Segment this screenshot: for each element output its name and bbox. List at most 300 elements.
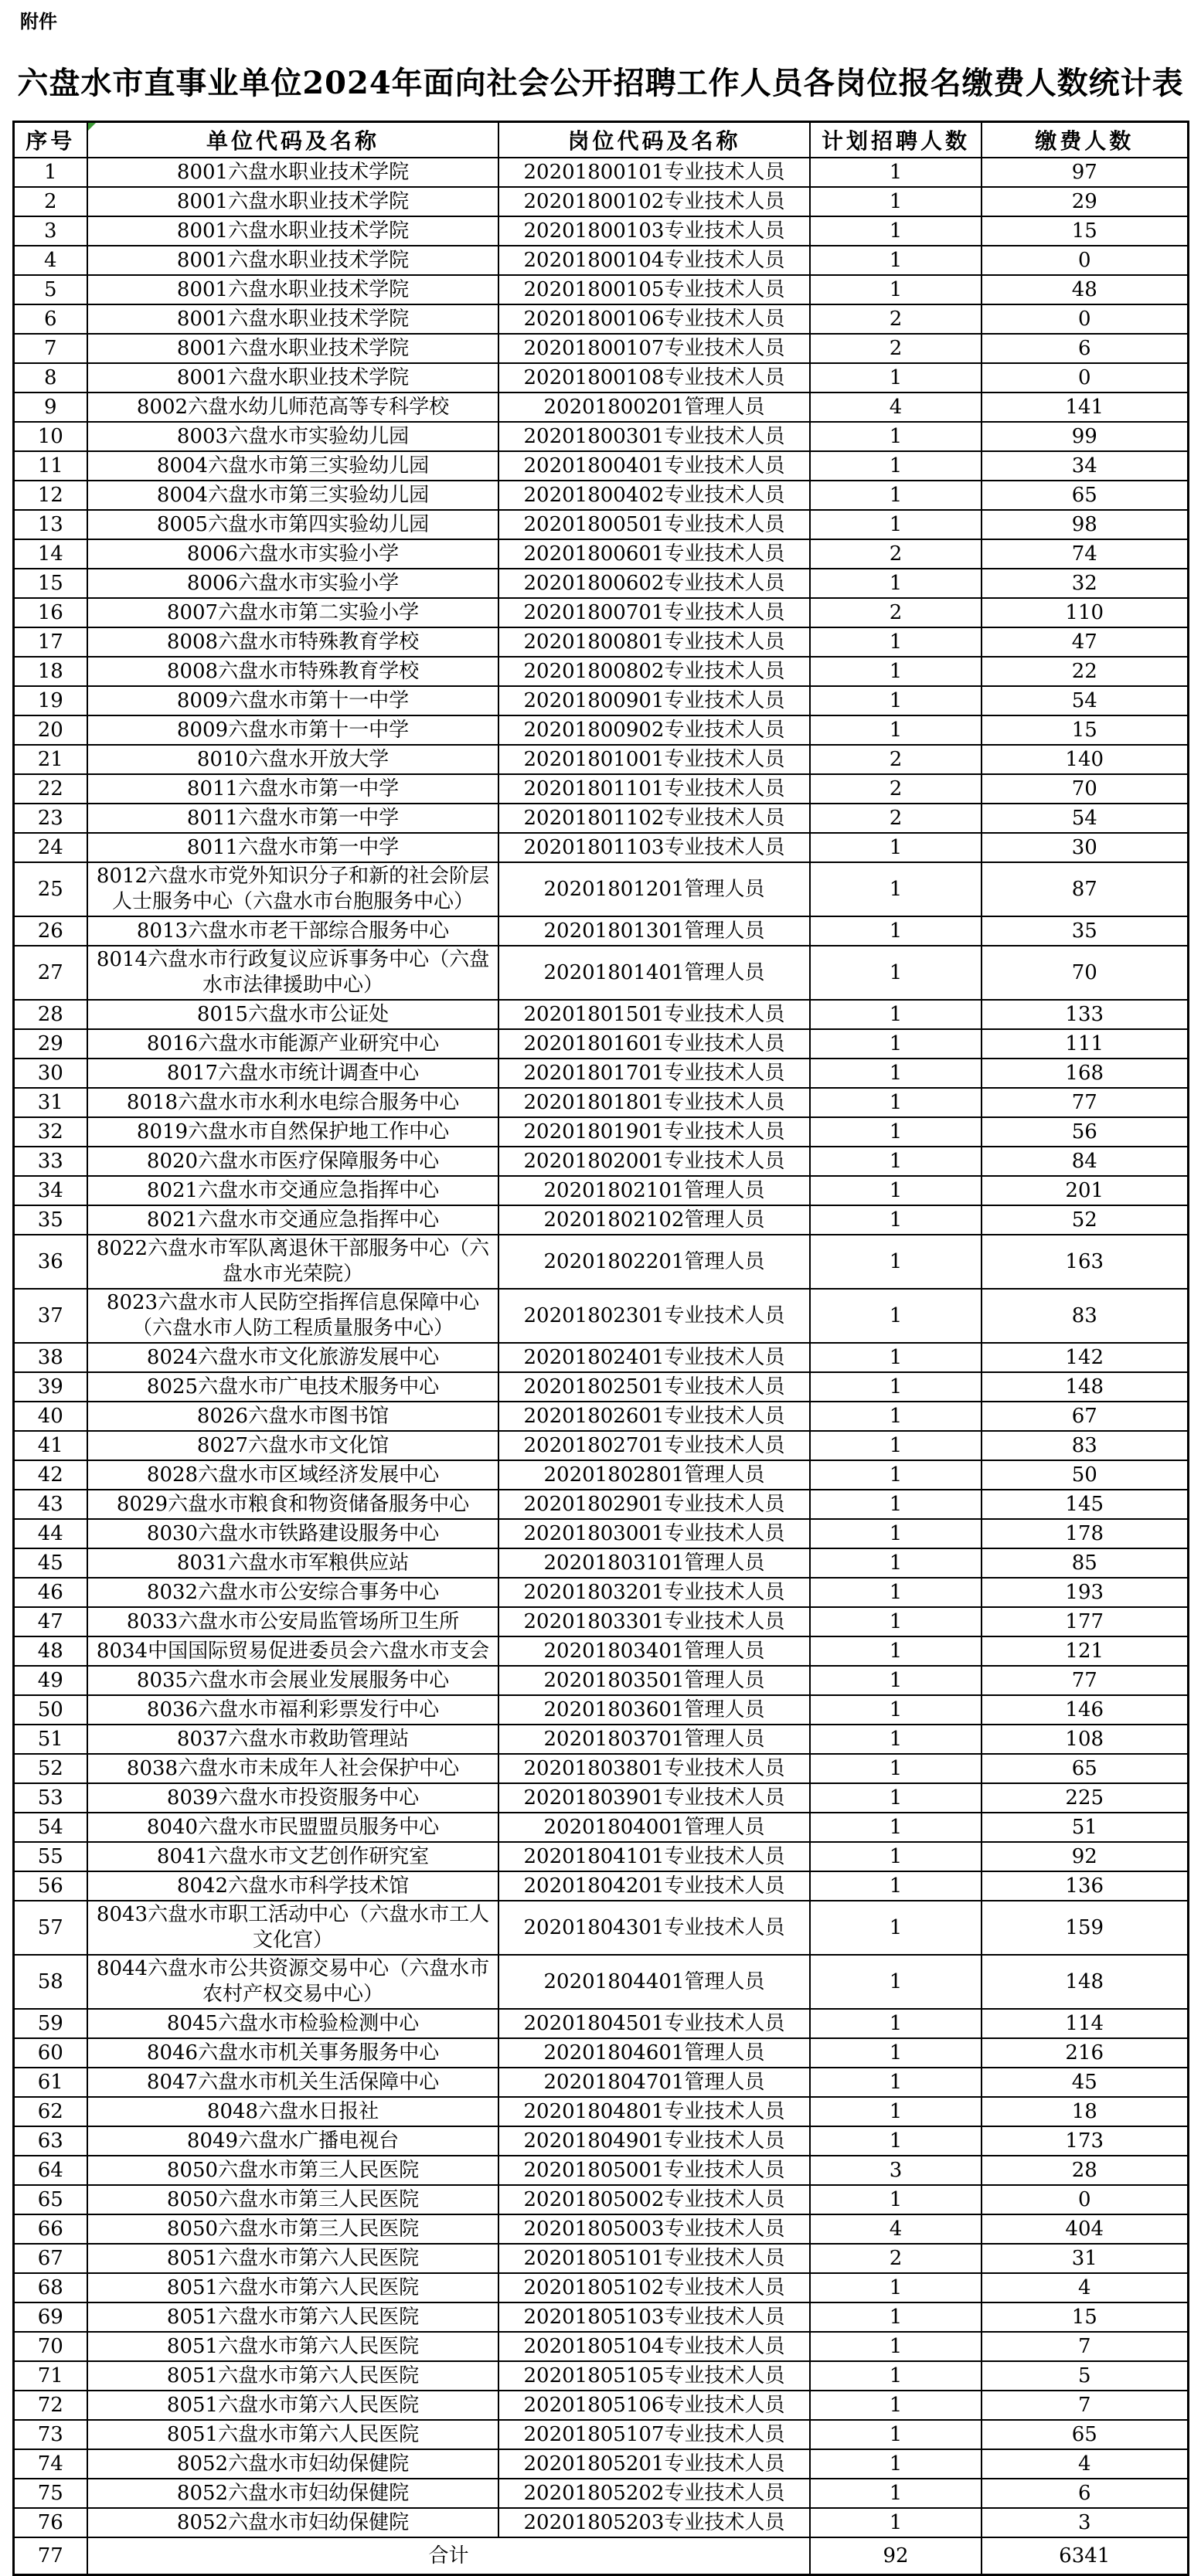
cell-seq: 8: [13, 363, 87, 393]
cell-seq: 77: [13, 2537, 87, 2575]
cell-seq: 54: [13, 1813, 87, 1842]
table-row: [13, 686, 1188, 715]
cell-seq: 28: [13, 1000, 87, 1029]
cell-unit: 8021六盘水市交通应急指挥中心: [87, 1205, 498, 1235]
cell-planned: 1: [810, 2479, 982, 2508]
cell-planned: 1: [810, 1636, 982, 1666]
cell-post: 20201805107专业技术人员: [498, 2420, 810, 2449]
cell-unit: 8001六盘水职业技术学院: [87, 304, 498, 334]
cell-paid: 163: [982, 1235, 1188, 1289]
cell-unit: 8001六盘水职业技术学院: [87, 334, 498, 363]
table-row: [13, 1842, 1188, 1871]
cell-seq: 22: [13, 774, 87, 804]
table-row: [13, 158, 1188, 187]
cell-unit: 8009六盘水市第十一中学: [87, 686, 498, 715]
cell-paid: 30: [982, 833, 1188, 862]
cell-unit: 8045六盘水市检验检测中心: [87, 2009, 498, 2038]
cell-unit: 8001六盘水职业技术学院: [87, 246, 498, 275]
cell-seq: 51: [13, 1725, 87, 1754]
cell-seq: 52: [13, 1754, 87, 1783]
table-row: [13, 422, 1188, 451]
table-row: [13, 946, 1188, 1000]
cell-seq: 16: [13, 598, 87, 627]
cell-paid: 7: [982, 2391, 1188, 2420]
cell-post: 20201801701专业技术人员: [498, 1059, 810, 1088]
cell-seq: 48: [13, 1636, 87, 1666]
cell-unit: 8030六盘水市铁路建设服务中心: [87, 1519, 498, 1548]
cell-planned: 1: [810, 2508, 982, 2537]
cell-planned: 2: [810, 304, 982, 334]
cell-post: 20201800701专业技术人员: [498, 598, 810, 627]
cell-seq: 15: [13, 569, 87, 598]
table-row: [13, 2332, 1188, 2361]
table-row: [13, 745, 1188, 774]
table-row: [13, 216, 1188, 246]
cell-paid: 35: [982, 916, 1188, 946]
cell-paid: 0: [982, 2185, 1188, 2214]
cell-paid: 5: [982, 2361, 1188, 2391]
cell-post: 20201801601专业技术人员: [498, 1029, 810, 1059]
cell-seq: 45: [13, 1548, 87, 1578]
cell-planned: 92: [810, 2537, 982, 2575]
cell-unit: 8042六盘水市科学技术馆: [87, 1871, 498, 1901]
cell-unit: 8052六盘水市妇幼保健院: [87, 2449, 498, 2479]
cell-planned: 1: [810, 2391, 982, 2420]
table-row: [13, 2097, 1188, 2126]
cell-unit: 8001六盘水职业技术学院: [87, 187, 498, 216]
cell-planned: 1: [810, 1343, 982, 1372]
cell-seq: 56: [13, 1871, 87, 1901]
table-row: [13, 1548, 1188, 1578]
cell-unit: 8002六盘水幼儿师范高等专科学校: [87, 393, 498, 422]
cell-post: 20201800102专业技术人员: [498, 187, 810, 216]
cell-post: 20201801501专业技术人员: [498, 1000, 810, 1029]
cell-post: 20201801101专业技术人员: [498, 774, 810, 804]
cell-unit: 8011六盘水市第一中学: [87, 774, 498, 804]
cell-post: 20201800107专业技术人员: [498, 334, 810, 363]
cell-post: 20201802101管理人员: [498, 1176, 810, 1205]
cell-paid: 178: [982, 1519, 1188, 1548]
table-row: [13, 275, 1188, 304]
cell-seq: 3: [13, 216, 87, 246]
cell-seq: 43: [13, 1490, 87, 1519]
table-row: [13, 334, 1188, 363]
cell-paid: 136: [982, 1871, 1188, 1901]
cell-unit: 8018六盘水市水利水电综合服务中心: [87, 1088, 498, 1117]
cell-paid: 48: [982, 275, 1188, 304]
cell-planned: 1: [810, 1607, 982, 1636]
cell-paid: 15: [982, 216, 1188, 246]
cell-planned: 1: [810, 1813, 982, 1842]
cell-planned: 1: [810, 2126, 982, 2156]
cell-paid: 98: [982, 510, 1188, 539]
cell-post: 20201801201管理人员: [498, 862, 810, 916]
cell-seq: 40: [13, 1402, 87, 1431]
cell-paid: 85: [982, 1548, 1188, 1578]
cell-seq: 23: [13, 804, 87, 833]
cell-paid: 148: [982, 1372, 1188, 1402]
cell-paid: 173: [982, 2126, 1188, 2156]
cell-post: 20201800201管理人员: [498, 393, 810, 422]
cell-paid: 159: [982, 1901, 1188, 1955]
cell-unit: 8006六盘水市实验小学: [87, 569, 498, 598]
cell-post: 20201802501专业技术人员: [498, 1372, 810, 1402]
cell-unit: 8050六盘水市第三人民医院: [87, 2214, 498, 2244]
cell-seq: 70: [13, 2332, 87, 2361]
cell-post: 20201800104专业技术人员: [498, 246, 810, 275]
cell-seq: 5: [13, 275, 87, 304]
cell-unit: 8006六盘水市实验小学: [87, 539, 498, 569]
cell-post: 20201800602专业技术人员: [498, 569, 810, 598]
cell-paid: 225: [982, 1783, 1188, 1813]
cell-planned: 1: [810, 1460, 982, 1490]
table-row: [13, 363, 1188, 393]
table-row: [13, 304, 1188, 334]
cell-unit: 8021六盘水市交通应急指挥中心: [87, 1176, 498, 1205]
cell-unit: 8051六盘水市第六人民医院: [87, 2302, 498, 2332]
cell-paid: 404: [982, 2214, 1188, 2244]
cell-unit: 8014六盘水市行政复议应诉事务中心（六盘水市法律援助中心）: [87, 946, 498, 1000]
cell-unit: 8051六盘水市第六人民医院: [87, 2273, 498, 2302]
cell-post: 20201800501专业技术人员: [498, 510, 810, 539]
cell-planned: 2: [810, 539, 982, 569]
cell-post: 20201800301专业技术人员: [498, 422, 810, 451]
cell-unit: 8044六盘水市公共资源交易中心（六盘水市农村产权交易中心）: [87, 1955, 498, 2009]
cell-unit: 8008六盘水市特殊教育学校: [87, 627, 498, 657]
cell-paid: 31: [982, 2244, 1188, 2273]
table-row: [13, 2126, 1188, 2156]
cell-seq: 10: [13, 422, 87, 451]
cell-post: 20201801102专业技术人员: [498, 804, 810, 833]
cell-paid: 0: [982, 246, 1188, 275]
cell-paid: 193: [982, 1578, 1188, 1607]
cell-planned: 2: [810, 804, 982, 833]
cell-planned: 1: [810, 422, 982, 451]
cell-note-triangle-icon: [88, 123, 96, 131]
cell-paid: 56: [982, 1117, 1188, 1147]
cell-post: 20201805001专业技术人员: [498, 2156, 810, 2185]
cell-planned: 1: [810, 1519, 982, 1548]
cell-unit: 8051六盘水市第六人民医院: [87, 2420, 498, 2449]
total-label: 合计: [87, 2537, 810, 2575]
cell-planned: 1: [810, 1029, 982, 1059]
cell-planned: 1: [810, 363, 982, 393]
cell-seq: 26: [13, 916, 87, 946]
cell-post: 20201803401管理人员: [498, 1636, 810, 1666]
cell-seq: 46: [13, 1578, 87, 1607]
table-row: [13, 2185, 1188, 2214]
cell-planned: 1: [810, 1490, 982, 1519]
cell-planned: 1: [810, 1695, 982, 1725]
cell-planned: 1: [810, 1402, 982, 1431]
cell-post: 20201804701管理人员: [498, 2068, 810, 2097]
cell-paid: 54: [982, 804, 1188, 833]
table-row: [13, 1607, 1188, 1636]
total-row: [13, 2537, 1188, 2575]
cell-paid: 92: [982, 1842, 1188, 1871]
cell-seq: 75: [13, 2479, 87, 2508]
cell-paid: 108: [982, 1725, 1188, 1754]
table-row: [13, 1871, 1188, 1901]
cell-unit: 8007六盘水市第二实验小学: [87, 598, 498, 627]
cell-post: 20201803201专业技术人员: [498, 1578, 810, 1607]
cell-post: 20201800601专业技术人员: [498, 539, 810, 569]
cell-planned: 1: [810, 715, 982, 745]
table-row: [13, 1460, 1188, 1490]
cell-planned: 1: [810, 686, 982, 715]
cell-paid: 65: [982, 1754, 1188, 1783]
cell-post: 20201802601专业技术人员: [498, 1402, 810, 1431]
cell-unit: 8001六盘水职业技术学院: [87, 363, 498, 393]
table-row: [13, 1088, 1188, 1117]
table-row: [13, 2156, 1188, 2185]
cell-planned: 1: [810, 2038, 982, 2068]
cell-unit: 8043六盘水市职工活动中心（六盘水市工人文化宫）: [87, 1901, 498, 1955]
table-row: [13, 2361, 1188, 2391]
cell-post: 20201805102专业技术人员: [498, 2273, 810, 2302]
cell-paid: 77: [982, 1088, 1188, 1117]
table-row: [13, 187, 1188, 216]
cell-post: 20201805002专业技术人员: [498, 2185, 810, 2214]
cell-paid: 145: [982, 1490, 1188, 1519]
cell-seq: 41: [13, 1431, 87, 1460]
cell-unit: 8020六盘水市医疗保障服务中心: [87, 1147, 498, 1176]
recruitment-stat-table: [12, 121, 1189, 2576]
cell-paid: 111: [982, 1029, 1188, 1059]
cell-unit: 8023六盘水市人民防空指挥信息保障中心（六盘水市人防工程质量服务中心）: [87, 1289, 498, 1343]
cell-unit: 8011六盘水市第一中学: [87, 804, 498, 833]
table-row: [13, 1578, 1188, 1607]
cell-paid: 77: [982, 1666, 1188, 1695]
cell-paid: 0: [982, 363, 1188, 393]
cell-seq: 12: [13, 481, 87, 510]
cell-post: 20201800402专业技术人员: [498, 481, 810, 510]
cell-post: 20201804101专业技术人员: [498, 1842, 810, 1871]
cell-seq: 64: [13, 2156, 87, 2185]
cell-unit: 8040六盘水市民盟盟员服务中心: [87, 1813, 498, 1842]
cell-seq: 68: [13, 2273, 87, 2302]
cell-planned: 1: [810, 451, 982, 481]
cell-post: 20201802801管理人员: [498, 1460, 810, 1490]
table-row: [13, 1117, 1188, 1147]
cell-seq: 65: [13, 2185, 87, 2214]
cell-post: 20201804901专业技术人员: [498, 2126, 810, 2156]
table-row: [13, 2449, 1188, 2479]
cell-unit: 8037六盘水市救助管理站: [87, 1725, 498, 1754]
cell-planned: 1: [810, 1372, 982, 1402]
cell-post: 20201805103专业技术人员: [498, 2302, 810, 2332]
cell-paid: 74: [982, 539, 1188, 569]
cell-post: 20201802301专业技术人员: [498, 1289, 810, 1343]
table-row: [13, 393, 1188, 422]
table-row: [13, 657, 1188, 686]
cell-unit: 8001六盘水职业技术学院: [87, 275, 498, 304]
cell-planned: 1: [810, 1548, 982, 1578]
table-row: [13, 2244, 1188, 2273]
cell-paid: 28: [982, 2156, 1188, 2185]
cell-planned: 1: [810, 627, 982, 657]
cell-planned: 1: [810, 1205, 982, 1235]
cell-unit: 8029六盘水市粮食和物资储备服务中心: [87, 1490, 498, 1519]
cell-planned: 1: [810, 1842, 982, 1871]
cell-unit: 8010六盘水开放大学: [87, 745, 498, 774]
cell-post: 20201804801专业技术人员: [498, 2097, 810, 2126]
table-row: [13, 1666, 1188, 1695]
cell-unit: 8033六盘水市公安局监管场所卫生所: [87, 1607, 498, 1636]
cell-seq: 27: [13, 946, 87, 1000]
cell-seq: 34: [13, 1176, 87, 1205]
cell-planned: 4: [810, 393, 982, 422]
cell-planned: 1: [810, 1783, 982, 1813]
cell-planned: 1: [810, 2009, 982, 2038]
cell-unit: 8039六盘水市投资服务中心: [87, 1783, 498, 1813]
cell-paid: 97: [982, 158, 1188, 187]
cell-paid: 67: [982, 1402, 1188, 1431]
cell-seq: 13: [13, 510, 87, 539]
cell-planned: 1: [810, 2302, 982, 2332]
cell-paid: 15: [982, 2302, 1188, 2332]
cell-unit: 8031六盘水市军粮供应站: [87, 1548, 498, 1578]
cell-seq: 71: [13, 2361, 87, 2391]
cell-planned: 1: [810, 2332, 982, 2361]
cell-unit: 8038六盘水市未成年人社会保护中心: [87, 1754, 498, 1783]
cell-post: 20201803801专业技术人员: [498, 1754, 810, 1783]
table-row: [13, 1000, 1188, 1029]
table-row: [13, 1901, 1188, 1955]
page-title: 六盘水市直事业单位2024年面向社会公开招聘工作人员各岗位报名缴费人数统计表: [17, 65, 1184, 101]
cell-post: 20201803001专业技术人员: [498, 1519, 810, 1548]
table-row: [13, 1235, 1188, 1289]
cell-planned: 1: [810, 1088, 982, 1117]
cell-seq: 61: [13, 2068, 87, 2097]
header-unit: [87, 122, 498, 158]
cell-unit: 8048六盘水日报社: [87, 2097, 498, 2126]
cell-paid: 65: [982, 2420, 1188, 2449]
cell-post: 20201805101专业技术人员: [498, 2244, 810, 2273]
cell-planned: 1: [810, 2068, 982, 2097]
cell-unit: 8008六盘水市特殊教育学校: [87, 657, 498, 686]
cell-post: 20201802401专业技术人员: [498, 1343, 810, 1372]
cell-unit: 8016六盘水市能源产业研究中心: [87, 1029, 498, 1059]
table-row: [13, 2508, 1188, 2537]
cell-seq: 63: [13, 2126, 87, 2156]
cell-post: 20201805201专业技术人员: [498, 2449, 810, 2479]
table-row: [13, 774, 1188, 804]
cell-planned: 1: [810, 246, 982, 275]
cell-unit: 8051六盘水市第六人民医院: [87, 2361, 498, 2391]
cell-paid: 70: [982, 946, 1188, 1000]
cell-paid: 47: [982, 627, 1188, 657]
cell-post: 20201805003专业技术人员: [498, 2214, 810, 2244]
cell-unit: 8019六盘水市自然保护地工作中心: [87, 1117, 498, 1147]
cell-post: 20201804501专业技术人员: [498, 2009, 810, 2038]
cell-post: 20201802701专业技术人员: [498, 1431, 810, 1460]
cell-seq: 76: [13, 2508, 87, 2537]
table-row: [13, 1176, 1188, 1205]
cell-paid: 146: [982, 1695, 1188, 1725]
cell-unit: 8051六盘水市第六人民医院: [87, 2244, 498, 2273]
cell-seq: 69: [13, 2302, 87, 2332]
cell-seq: 60: [13, 2038, 87, 2068]
cell-paid: 110: [982, 598, 1188, 627]
cell-planned: 1: [810, 510, 982, 539]
table-row: [13, 833, 1188, 862]
table-row: [13, 1754, 1188, 1783]
cell-planned: 1: [810, 187, 982, 216]
cell-planned: 1: [810, 833, 982, 862]
cell-seq: 57: [13, 1901, 87, 1955]
cell-planned: 2: [810, 745, 982, 774]
cell-seq: 6: [13, 304, 87, 334]
cell-paid: 6341: [982, 2537, 1188, 2575]
cell-paid: 216: [982, 2038, 1188, 2068]
cell-seq: 31: [13, 1088, 87, 1117]
cell-planned: 1: [810, 481, 982, 510]
table-row: [13, 627, 1188, 657]
table-row: [13, 481, 1188, 510]
cell-unit: 8015六盘水市公证处: [87, 1000, 498, 1029]
cell-post: 20201801001专业技术人员: [498, 745, 810, 774]
cell-paid: 142: [982, 1343, 1188, 1372]
table-row: [13, 2302, 1188, 2332]
cell-post: 20201802102管理人员: [498, 1205, 810, 1235]
cell-seq: 74: [13, 2449, 87, 2479]
cell-post: 20201800103专业技术人员: [498, 216, 810, 246]
cell-planned: 1: [810, 2097, 982, 2126]
cell-planned: 1: [810, 1117, 982, 1147]
cell-planned: 1: [810, 916, 982, 946]
cell-paid: 6: [982, 2479, 1188, 2508]
table-row: [13, 2068, 1188, 2097]
table-row: [13, 1372, 1188, 1402]
cell-post: 20201801301管理人员: [498, 916, 810, 946]
table-row: [13, 510, 1188, 539]
cell-paid: 70: [982, 774, 1188, 804]
cell-post: 20201800801专业技术人员: [498, 627, 810, 657]
cell-post: 20201803901专业技术人员: [498, 1783, 810, 1813]
cell-planned: 1: [810, 1059, 982, 1088]
cell-unit: 8052六盘水市妇幼保健院: [87, 2508, 498, 2537]
cell-planned: 1: [810, 657, 982, 686]
cell-planned: 1: [810, 862, 982, 916]
cell-post: 20201803601管理人员: [498, 1695, 810, 1725]
cell-post: 20201805104专业技术人员: [498, 2332, 810, 2361]
cell-paid: 177: [982, 1607, 1188, 1636]
cell-paid: 83: [982, 1431, 1188, 1460]
cell-seq: 29: [13, 1029, 87, 1059]
cell-seq: 53: [13, 1783, 87, 1813]
table-row: [13, 804, 1188, 833]
cell-post: 20201802201管理人员: [498, 1235, 810, 1289]
cell-planned: 1: [810, 2449, 982, 2479]
cell-seq: 25: [13, 862, 87, 916]
cell-seq: 18: [13, 657, 87, 686]
cell-paid: 148: [982, 1955, 1188, 2009]
cell-post: 20201800101专业技术人员: [498, 158, 810, 187]
cell-seq: 4: [13, 246, 87, 275]
cell-post: 20201801801专业技术人员: [498, 1088, 810, 1117]
cell-unit: 8047六盘水市机关生活保障中心: [87, 2068, 498, 2097]
cell-post: 20201803701管理人员: [498, 1725, 810, 1754]
table-row: [13, 1402, 1188, 1431]
table-row: [13, 1636, 1188, 1666]
table-row: [13, 1343, 1188, 1372]
cell-paid: 114: [982, 2009, 1188, 2038]
cell-seq: 72: [13, 2391, 87, 2420]
cell-unit: 8013六盘水市老干部综合服务中心: [87, 916, 498, 946]
cell-unit: 8027六盘水市文化馆: [87, 1431, 498, 1460]
cell-planned: 1: [810, 1235, 982, 1289]
